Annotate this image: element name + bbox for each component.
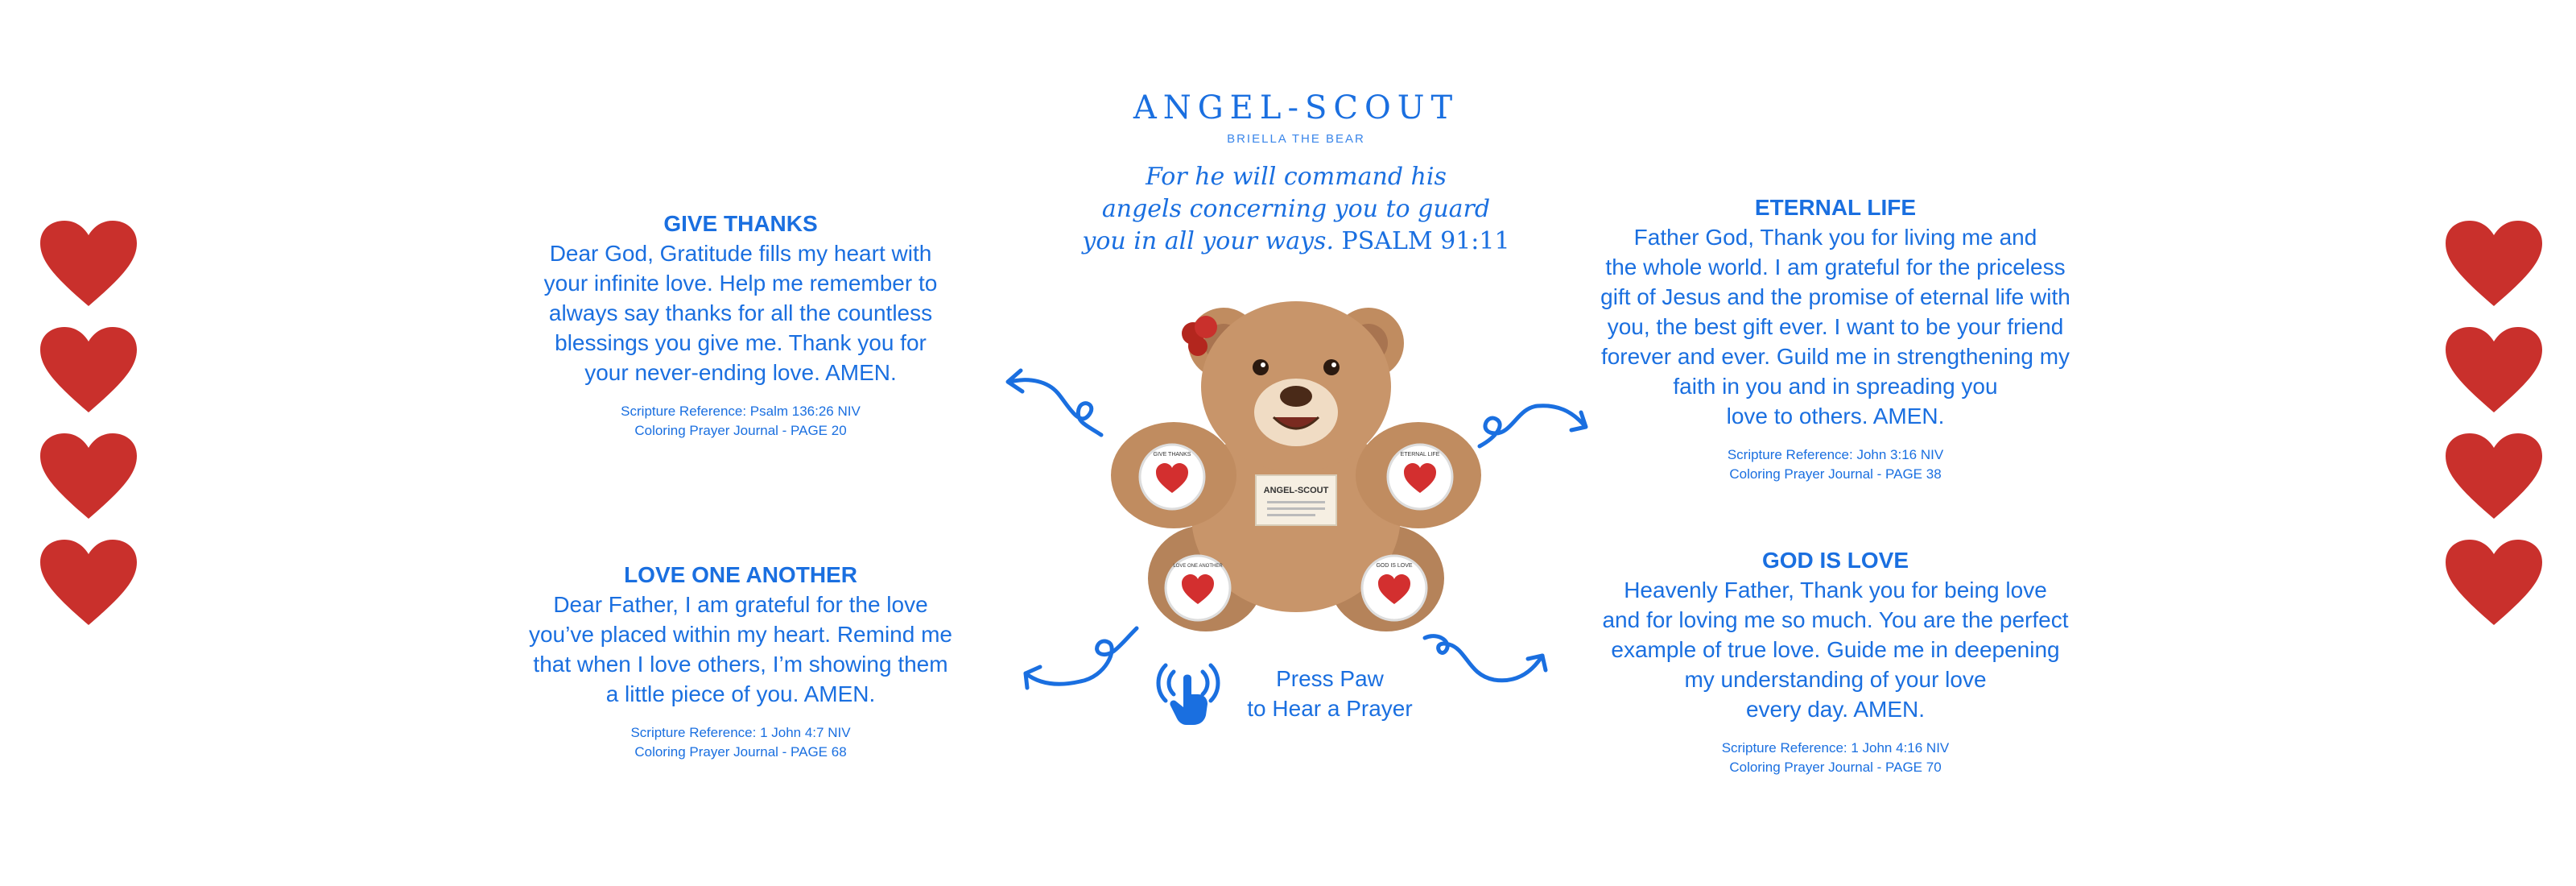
- heart-icon: [39, 432, 138, 522]
- prayer-line: gift of Jesus and the promise of eternal life with: [1600, 284, 2070, 309]
- paw-label: ETERNAL LIFE: [1400, 452, 1440, 457]
- prayer-title: LOVE ONE ANOTHER: [624, 562, 857, 587]
- heart-icon: [39, 325, 138, 416]
- press-line: to Hear a Prayer: [1247, 696, 1413, 721]
- prayer-line: blessings you give me. Thank you for: [555, 330, 927, 355]
- prayer-reference: [1578, 445, 2093, 484]
- prayer-body: [1578, 575, 2093, 724]
- press-paw-text: [1225, 664, 1435, 723]
- prayer-title: GOD IS LOVE: [1761, 548, 1909, 573]
- brand-subtitle: BRIELLA THE BEAR: [1227, 132, 1365, 146]
- prayer-line: Dear Father, I am grateful for the love: [553, 592, 928, 617]
- prayer-line: you, the best gift ever. I want to be your friend: [1607, 314, 2064, 339]
- prayer-give-thanks: [499, 209, 982, 441]
- arrow-to-eternal-life-icon: [1473, 383, 1594, 464]
- verse-line: For he will command his: [1146, 163, 1447, 191]
- prayer-body: [1578, 222, 2093, 431]
- prayer-line: every day. AMEN.: [1745, 697, 1925, 722]
- verse-line: you in all your ways.: [1082, 227, 1334, 255]
- paw-button-eternal-life[interactable]: [1388, 445, 1452, 509]
- prayer-line: that when I love others, I’m showing them: [533, 652, 948, 677]
- prayer-eternal-life: [1578, 193, 2093, 484]
- prayer-line: example of true love. Guide me in deepening: [1611, 637, 2060, 662]
- paw-button-god-is-love[interactable]: [1362, 556, 1426, 620]
- paw-label: GIVE THANKS: [1153, 452, 1191, 457]
- paw-button-love-one-another[interactable]: [1166, 556, 1230, 620]
- verse-line-last: [1038, 226, 1554, 258]
- paw-label: GOD IS LOVE: [1376, 563, 1413, 569]
- journal-reference: Coloring Prayer Journal - PAGE 38: [1729, 466, 1942, 482]
- prayer-body: [499, 590, 982, 709]
- scripture-reference: Scripture Reference: 1 John 4:16 NIV: [1721, 740, 1950, 756]
- journal-reference: Coloring Prayer Journal - PAGE 70: [1729, 760, 1942, 775]
- heart-icon: [2444, 219, 2544, 309]
- heart-icon: [39, 219, 138, 309]
- prayer-line: love to others. AMEN.: [1726, 404, 1945, 429]
- prayer-line: Dear God, Gratitude fills my heart with: [549, 241, 932, 266]
- prayer-line: and for loving me so much. You are the perfect: [1602, 607, 2069, 632]
- tap-hand-icon: [1151, 654, 1225, 727]
- verse-line: angels concerning you to guard: [1101, 195, 1491, 223]
- bear-tag-title: ANGEL-SCOUT: [1263, 486, 1329, 495]
- scripture-verse: [1038, 161, 1554, 258]
- teddy-bear-image: [1103, 274, 1489, 644]
- prayer-reference: [499, 402, 982, 441]
- prayer-line: your infinite love. Help me remember to: [543, 271, 938, 296]
- scripture-reference: Scripture Reference: 1 John 4:7 NIV: [630, 725, 851, 740]
- prayer-body: [499, 238, 982, 387]
- scripture-reference: Scripture Reference: Psalm 136:26 NIV: [621, 404, 861, 419]
- prayer-reference: [499, 723, 982, 762]
- heart-icon: [39, 538, 138, 628]
- prayer-line: my understanding of your love: [1684, 667, 1987, 692]
- left-hearts-column: [39, 219, 143, 644]
- heart-icon: [2444, 325, 2544, 416]
- prayer-line: Heavenly Father, Thank you for being love: [1624, 578, 2047, 602]
- press-line: Press Paw: [1276, 666, 1384, 691]
- prayer-reference: [1578, 739, 2093, 777]
- paw-label: LOVE ONE ANOTHER: [1173, 564, 1223, 569]
- right-hearts-column: [2444, 219, 2549, 644]
- paw-button-give-thanks[interactable]: [1140, 445, 1204, 509]
- prayer-line: faith in you and in spreading you: [1673, 374, 1998, 399]
- prayer-line: your never-ending love. AMEN.: [584, 360, 897, 385]
- brand-title: ANGEL-SCOUT: [1133, 89, 1459, 126]
- prayer-god-is-love: [1578, 546, 2093, 777]
- prayer-line: the whole world. I am grateful for the priceless: [1605, 255, 2066, 279]
- brand-header: [1046, 85, 1546, 146]
- press-paw-instruction: [1151, 654, 1425, 727]
- prayer-line: forever and ever. Guild me in strengthening my: [1600, 344, 2070, 369]
- heart-icon: [2444, 538, 2544, 628]
- prayer-line: a little piece of you. AMEN.: [605, 681, 876, 706]
- prayer-title: ETERNAL LIFE: [1754, 195, 1917, 220]
- prayer-title: GIVE THANKS: [663, 211, 818, 236]
- journal-reference: Coloring Prayer Journal - PAGE 20: [634, 423, 847, 438]
- scripture-reference: Scripture Reference: John 3:16 NIV: [1727, 447, 1944, 462]
- prayer-line: you’ve placed within my heart. Remind me: [528, 622, 952, 647]
- journal-reference: Coloring Prayer Journal - PAGE 68: [634, 744, 847, 760]
- verse-reference: PSALM 91:11: [1341, 227, 1510, 255]
- prayer-line: Father God, Thank you for living me and: [1633, 225, 2037, 250]
- heart-icon: [2444, 432, 2544, 522]
- arrow-to-give-thanks-icon: [998, 354, 1111, 443]
- prayer-line: always say thanks for all the countless: [548, 300, 933, 325]
- prayer-love-one-another: [499, 561, 982, 762]
